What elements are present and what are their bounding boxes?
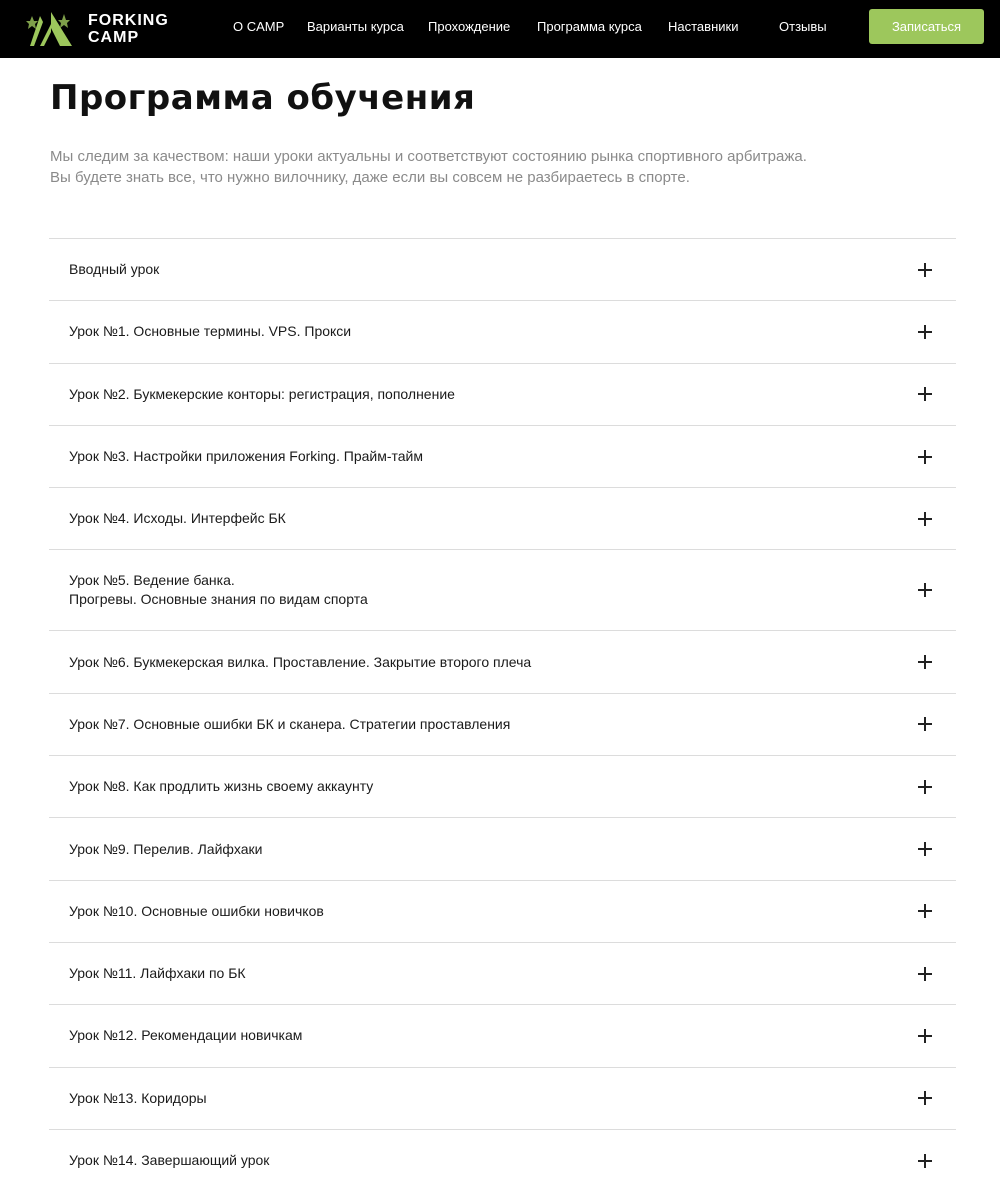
- lesson-title: [69, 509, 286, 528]
- intro-text: [50, 146, 950, 188]
- intro-line-2: Вы будете знать все, что нужно вилочнику, даже если вы совсем не разбираетесь в спорте.: [50, 169, 690, 186]
- lesson-title: [69, 777, 373, 796]
- accordion-item-lesson-14[interactable]: [49, 1129, 956, 1184]
- nav-link-reviews[interactable]: Отзывы: [779, 19, 827, 34]
- lesson-title-line: Урок №11. Лайфхаки по БК: [69, 965, 246, 982]
- plus-icon[interactable]: [918, 842, 932, 856]
- lesson-title-line: Урок №4. Исходы. Интерфейс БК: [69, 510, 286, 527]
- logo-line-2: CAMP: [88, 29, 140, 46]
- plus-icon[interactable]: [918, 512, 932, 526]
- plus-icon[interactable]: [918, 325, 932, 339]
- lesson-title: [69, 840, 262, 859]
- main-nav: [0, 0, 1000, 58]
- plus-icon[interactable]: [918, 387, 932, 401]
- lesson-title-line: Урок №12. Рекомендации новичкам: [69, 1027, 303, 1044]
- accordion-item-lesson-6[interactable]: [49, 630, 956, 692]
- lesson-title: [69, 571, 368, 609]
- lesson-title: [69, 902, 324, 921]
- lesson-title: [69, 1026, 302, 1045]
- accordion-item-lesson-10[interactable]: [49, 880, 956, 942]
- nav-link-program[interactable]: Программа курса: [537, 19, 642, 34]
- plus-icon[interactable]: [918, 583, 932, 597]
- accordion-item-lesson-3[interactable]: [49, 425, 956, 487]
- lesson-title-line: Урок №13. Коридоры: [69, 1089, 207, 1106]
- plus-icon[interactable]: [918, 655, 932, 669]
- accordion-item-lesson-1[interactable]: [49, 300, 956, 362]
- plus-icon[interactable]: [918, 904, 932, 918]
- nav-link-course-options[interactable]: Варианты курса: [307, 19, 404, 34]
- accordion-item-lesson-13[interactable]: [49, 1067, 956, 1129]
- lesson-title: [69, 1089, 207, 1108]
- plus-icon[interactable]: [918, 450, 932, 464]
- lesson-title: [69, 964, 246, 983]
- nav-link-about[interactable]: О CAMP: [233, 19, 285, 34]
- lesson-title: [69, 322, 351, 341]
- lesson-title-line: Урок №7. Основные ошибки БК и сканера. Стратегии проставления: [69, 715, 511, 732]
- accordion-item-intro[interactable]: [49, 238, 956, 300]
- nav-link-progress[interactable]: Прохождение: [428, 19, 511, 34]
- plus-icon[interactable]: [918, 1091, 932, 1105]
- accordion-item-lesson-8[interactable]: [49, 755, 956, 817]
- plus-icon[interactable]: [918, 263, 932, 277]
- lesson-title-line: Урок №9. Перелив. Лайфхаки: [69, 840, 263, 857]
- accordion-item-lesson-4[interactable]: [49, 487, 956, 549]
- lesson-title-line: Урок №3. Настройки приложения Forking. Прайм-тайм: [69, 448, 423, 465]
- lesson-title-line: Урок №14. Завершающий урок: [69, 1152, 270, 1168]
- site-header: [0, 0, 1000, 58]
- lesson-title: [69, 385, 455, 404]
- nav-link-mentors[interactable]: Наставники: [668, 19, 739, 34]
- lesson-title: [69, 1151, 269, 1170]
- accordion-item-lesson-7[interactable]: [49, 693, 956, 755]
- lesson-title-line: Урок №8. Как продлить жизнь своему аккаунту: [69, 778, 374, 795]
- plus-icon[interactable]: [918, 967, 932, 981]
- plus-icon[interactable]: [918, 717, 932, 731]
- lesson-title-line: Урок №1. Основные термины. VPS. Прокси: [69, 323, 352, 340]
- lesson-title-line: Урок №6. Букмекерская вилка. Проставление. Закрытие второго плеча: [69, 653, 532, 670]
- logo-line-1: FORKING: [88, 12, 169, 29]
- lesson-title-line: Урок №5. Ведение банка.: [69, 572, 235, 589]
- lesson-title-line: Урок №10. Основные ошибки новичков: [69, 902, 324, 919]
- accordion-item-lesson-11[interactable]: [49, 942, 956, 1004]
- lesson-title: [69, 715, 510, 734]
- lesson-title: [69, 653, 531, 672]
- accordion-item-lesson-12[interactable]: [49, 1004, 956, 1066]
- lesson-title-line: Прогревы. Основные знания по видам спорта: [69, 591, 368, 608]
- lesson-title: [69, 260, 159, 279]
- lesson-accordion: [49, 238, 956, 1184]
- lesson-title: [69, 447, 423, 466]
- lesson-title-line: Вводный урок: [69, 261, 160, 278]
- accordion-item-lesson-5[interactable]: [49, 549, 956, 630]
- lesson-title-line: Урок №2. Букмекерские конторы: регистрация, пополнение: [69, 385, 455, 402]
- plus-icon[interactable]: [918, 1154, 932, 1168]
- page-title: Программа обучения: [50, 78, 476, 118]
- accordion-item-lesson-2[interactable]: [49, 363, 956, 425]
- plus-icon[interactable]: [918, 780, 932, 794]
- signup-button[interactable]: Записаться: [869, 9, 984, 44]
- plus-icon[interactable]: [918, 1029, 932, 1043]
- accordion-item-lesson-9[interactable]: [49, 817, 956, 879]
- intro-line-1: Мы следим за качеством: наши уроки актуальны и соответствуют состоянию рынка спортивного арбитража.: [50, 148, 807, 165]
